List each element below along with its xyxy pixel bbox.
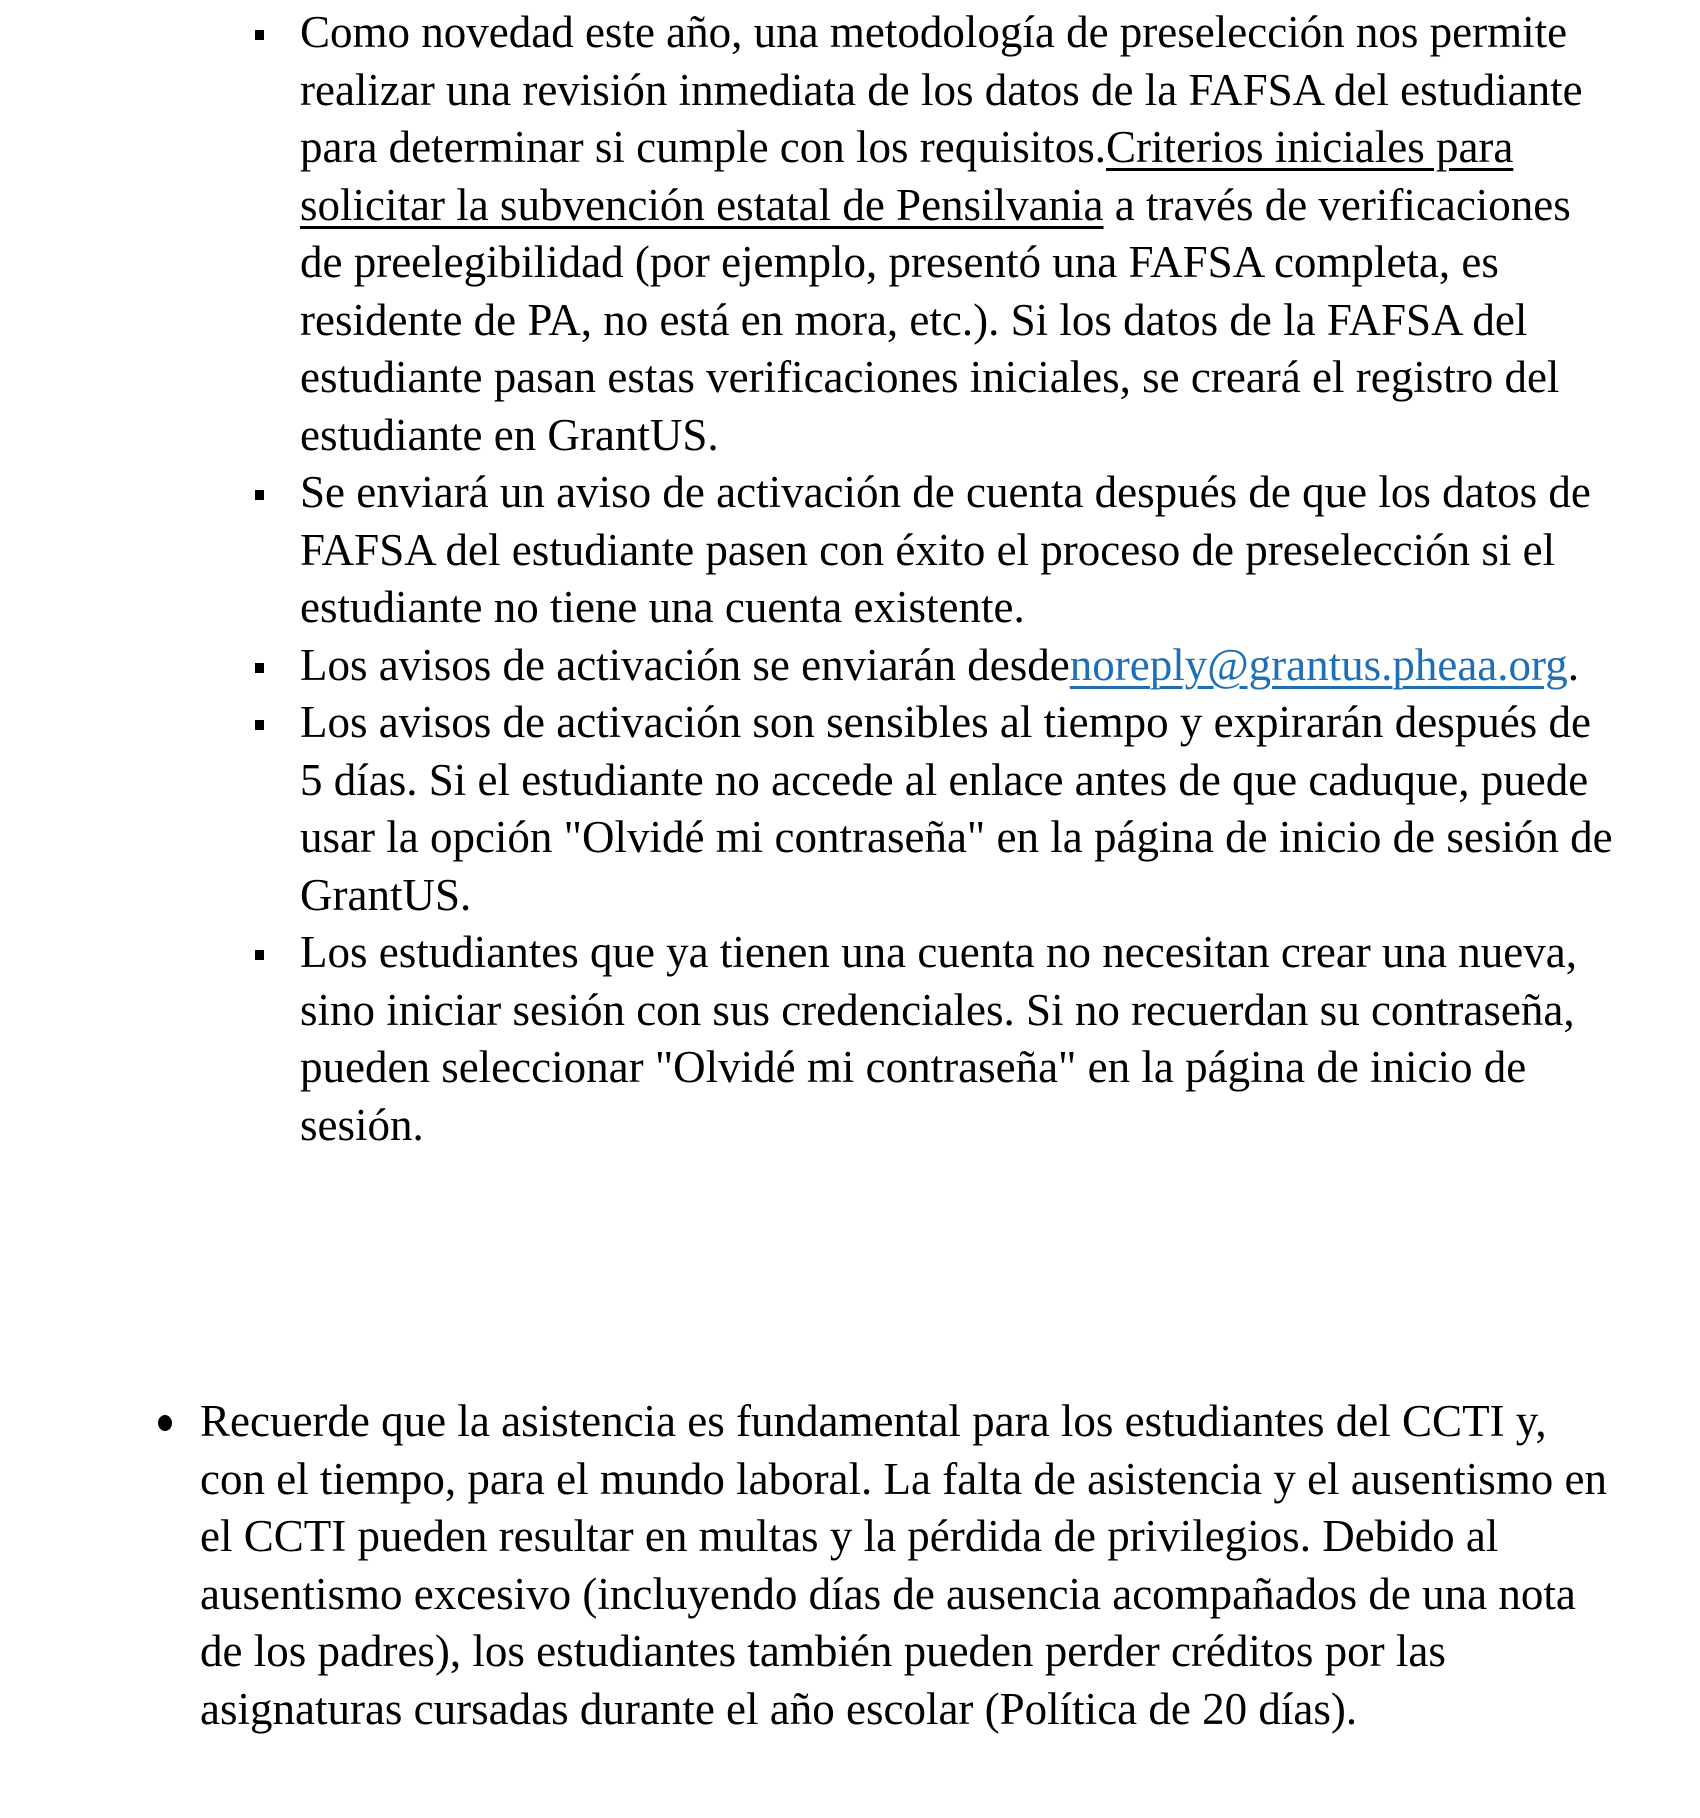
- email-link[interactable]: noreply@grantus.pheaa.org: [1069, 639, 1568, 690]
- list-item-activation-notice: [300, 464, 1620, 637]
- existing-account-text: Los estudiantes que ya tienen una cuenta no necesitan crear una nueva, sino iniciar sesión con sus credenciales. Si no recuerdan su contraseña, pueden seleccionar "Olvidé mi contraseña" en la página de inicio de sesión.: [300, 927, 1577, 1150]
- list-item-attendance: [200, 1393, 1620, 1738]
- sender-period: .: [1567, 639, 1579, 690]
- list-item-expiration: [300, 694, 1620, 924]
- list-item-preselection: [300, 4, 1620, 464]
- square-bullet-icon: [255, 490, 264, 500]
- preselection-text-cont: a través de verificaciones de preelegibilidad (por ejemplo, presentó una FAFSA completa, es residente de PA, no está en mora, etc.). Si los datos de la FAFSA del estudiante pasan estas verificaciones iniciales, se creará el registro del estudiante en GrantUS.: [300, 179, 1571, 460]
- sub-bullet-list: [300, 4, 1620, 1154]
- square-bullet-icon: [255, 720, 264, 730]
- sender-text: Los avisos de activación se enviarán desde: [300, 639, 1070, 690]
- attendance-text: Recuerde que la asistencia es fundamental para los estudiantes del CCTI y, con el tiempo, para el mundo laboral. La falta de asistencia y el ausentismo en el CCTI pueden resultar en multas y la pérdida de privilegios. Debido al ausentismo excesivo (incluyendo días de ausencia acompañados de una nota de los padres), los estudiantes también pueden perder créditos por las asignaturas cursadas durante el año escolar (Política de 20 días).: [200, 1396, 1607, 1734]
- square-bullet-icon: [255, 950, 264, 960]
- expiration-text: Los avisos de activación son sensibles al tiempo y expirarán después de 5 días. Si el estudiante no accede al enlace antes de que caduque, puede usar la opción "Olvidé mi contraseña" en la página de inicio de sesión de GrantUS.: [300, 697, 1613, 920]
- activation-notice-text: Se enviará un aviso de activación de cuenta después de que los datos de FAFSA del estudiante pasen con éxito el proceso de preselección si el estudiante no tiene una cuenta existente.: [300, 467, 1591, 632]
- preselection-text: Como novedad este año, una metodología de preselección nos permite realizar una revisión inmediata de los datos de la FAFSA del estudiante para determinar si cumple con los requisitos.: [300, 7, 1583, 172]
- list-item-existing-account: [300, 924, 1620, 1154]
- square-bullet-icon: [255, 663, 264, 673]
- square-bullet-icon: [255, 30, 264, 40]
- list-item-sender: [300, 637, 1620, 695]
- round-bullet-icon: [158, 1415, 172, 1431]
- criteria-link[interactable]: Criterios iniciales para solicitar la subvención estatal de Pensilvania: [300, 122, 1514, 230]
- main-bullet-list: [200, 1393, 1620, 1738]
